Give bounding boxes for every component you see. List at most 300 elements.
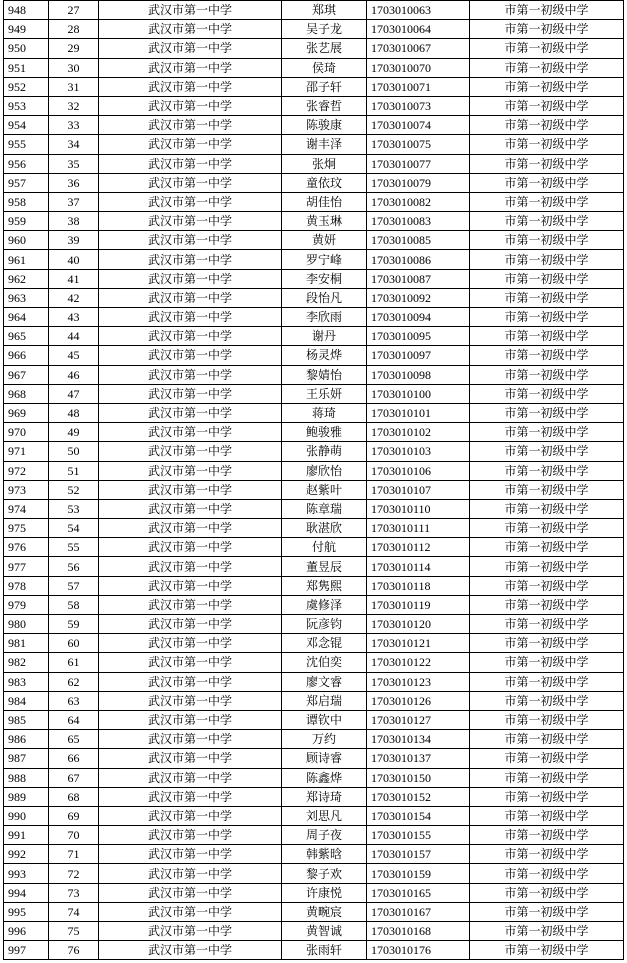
row-number-cell: 63 xyxy=(49,691,99,710)
student-id-cell: 1703010119 xyxy=(367,595,470,614)
category-cell: 市第一初级中学 xyxy=(470,212,624,231)
school-cell: 武汉市第一中学 xyxy=(99,346,282,365)
student-name-cell: 郑琪 xyxy=(282,1,367,20)
school-cell: 武汉市第一中学 xyxy=(99,691,282,710)
student-name-cell: 张睿哲 xyxy=(282,96,367,115)
school-cell: 武汉市第一中学 xyxy=(99,615,282,634)
student-id-cell: 1703010154 xyxy=(367,806,470,825)
row-number-cell: 55 xyxy=(49,538,99,557)
school-cell: 武汉市第一中学 xyxy=(99,269,282,288)
table-row xyxy=(4,308,624,327)
student-name-cell: 黎子欢 xyxy=(282,864,367,883)
student-id-cell: 1703010102 xyxy=(367,423,470,442)
table-row xyxy=(4,883,624,902)
row-seq-cell: 954 xyxy=(4,116,49,135)
student-id-cell: 1703010176 xyxy=(367,941,470,960)
row-number-cell: 75 xyxy=(49,922,99,941)
category-cell: 市第一初级中学 xyxy=(470,116,624,135)
student-name-cell: 万约 xyxy=(282,730,367,749)
row-seq-cell: 949 xyxy=(4,20,49,39)
student-name-cell: 杨灵烨 xyxy=(282,346,367,365)
student-id-cell: 1703010168 xyxy=(367,922,470,941)
category-cell: 市第一初级中学 xyxy=(470,806,624,825)
category-cell: 市第一初级中学 xyxy=(470,519,624,538)
row-number-cell: 39 xyxy=(49,231,99,250)
row-number-cell: 49 xyxy=(49,423,99,442)
table-row xyxy=(4,902,624,921)
table-row xyxy=(4,941,624,960)
school-cell: 武汉市第一中学 xyxy=(99,39,282,58)
row-number-cell: 46 xyxy=(49,365,99,384)
table-row xyxy=(4,480,624,499)
school-cell: 武汉市第一中学 xyxy=(99,365,282,384)
row-seq-cell: 982 xyxy=(4,653,49,672)
school-cell: 武汉市第一中学 xyxy=(99,730,282,749)
row-number-cell: 69 xyxy=(49,806,99,825)
row-number-cell: 67 xyxy=(49,768,99,787)
category-cell: 市第一初级中学 xyxy=(470,480,624,499)
category-cell: 市第一初级中学 xyxy=(470,384,624,403)
row-number-cell: 58 xyxy=(49,595,99,614)
category-cell: 市第一初级中学 xyxy=(470,672,624,691)
school-cell: 武汉市第一中学 xyxy=(99,538,282,557)
category-cell: 市第一初级中学 xyxy=(470,154,624,173)
student-id-cell: 1703010137 xyxy=(367,749,470,768)
row-number-cell: 56 xyxy=(49,557,99,576)
category-cell: 市第一初级中学 xyxy=(470,58,624,77)
student-name-cell: 王乐妍 xyxy=(282,384,367,403)
student-name-cell: 虞修泽 xyxy=(282,595,367,614)
student-id-cell: 1703010152 xyxy=(367,787,470,806)
student-id-cell: 1703010114 xyxy=(367,557,470,576)
table-row xyxy=(4,499,624,518)
school-cell: 武汉市第一中学 xyxy=(99,883,282,902)
school-cell: 武汉市第一中学 xyxy=(99,154,282,173)
row-seq-cell: 951 xyxy=(4,58,49,77)
school-cell: 武汉市第一中学 xyxy=(99,461,282,480)
school-cell: 武汉市第一中学 xyxy=(99,845,282,864)
student-name-cell: 罗宁峰 xyxy=(282,250,367,269)
table-row xyxy=(4,845,624,864)
table-row xyxy=(4,749,624,768)
table-row xyxy=(4,39,624,58)
row-number-cell: 32 xyxy=(49,96,99,115)
category-cell: 市第一初级中学 xyxy=(470,423,624,442)
row-seq-cell: 960 xyxy=(4,231,49,250)
student-id-cell: 1703010086 xyxy=(367,250,470,269)
school-cell: 武汉市第一中学 xyxy=(99,864,282,883)
row-number-cell: 36 xyxy=(49,173,99,192)
student-id-cell: 1703010120 xyxy=(367,615,470,634)
student-id-cell: 1703010101 xyxy=(367,403,470,422)
table-row xyxy=(4,634,624,653)
student-id-cell: 1703010123 xyxy=(367,672,470,691)
category-cell: 市第一初级中学 xyxy=(470,615,624,634)
table-row xyxy=(4,806,624,825)
school-cell: 武汉市第一中学 xyxy=(99,768,282,787)
table-row xyxy=(4,710,624,729)
row-number-cell: 50 xyxy=(49,442,99,461)
row-number-cell: 53 xyxy=(49,499,99,518)
table-row xyxy=(4,20,624,39)
table-row xyxy=(4,615,624,634)
student-name-cell: 黄妍 xyxy=(282,231,367,250)
category-cell: 市第一初级中学 xyxy=(470,710,624,729)
school-cell: 武汉市第一中学 xyxy=(99,672,282,691)
category-cell: 市第一初级中学 xyxy=(470,653,624,672)
student-id-cell: 1703010126 xyxy=(367,691,470,710)
student-id-cell: 1703010107 xyxy=(367,480,470,499)
row-seq-cell: 955 xyxy=(4,135,49,154)
table-row xyxy=(4,557,624,576)
school-cell: 武汉市第一中学 xyxy=(99,173,282,192)
student-id-cell: 1703010150 xyxy=(367,768,470,787)
row-number-cell: 51 xyxy=(49,461,99,480)
student-name-cell: 黎婧怡 xyxy=(282,365,367,384)
table-row xyxy=(4,768,624,787)
student-id-cell: 1703010100 xyxy=(367,384,470,403)
student-id-cell: 1703010110 xyxy=(367,499,470,518)
student-id-cell: 1703010157 xyxy=(367,845,470,864)
category-cell: 市第一初级中学 xyxy=(470,327,624,346)
row-seq-cell: 975 xyxy=(4,519,49,538)
row-number-cell: 52 xyxy=(49,480,99,499)
student-id-cell: 1703010087 xyxy=(367,269,470,288)
category-cell: 市第一初级中学 xyxy=(470,77,624,96)
table-row xyxy=(4,96,624,115)
row-number-cell: 34 xyxy=(49,135,99,154)
table-row xyxy=(4,1,624,20)
student-name-cell: 阮彦钧 xyxy=(282,615,367,634)
row-seq-cell: 953 xyxy=(4,96,49,115)
category-cell: 市第一初级中学 xyxy=(470,864,624,883)
student-name-cell: 蒋琦 xyxy=(282,403,367,422)
table-row xyxy=(4,730,624,749)
school-cell: 武汉市第一中学 xyxy=(99,135,282,154)
student-id-cell: 1703010095 xyxy=(367,327,470,346)
school-cell: 武汉市第一中学 xyxy=(99,327,282,346)
row-number-cell: 61 xyxy=(49,653,99,672)
table-row xyxy=(4,519,624,538)
row-seq-cell: 997 xyxy=(4,941,49,960)
student-id-cell: 1703010070 xyxy=(367,58,470,77)
row-seq-cell: 959 xyxy=(4,212,49,231)
school-cell: 武汉市第一中学 xyxy=(99,96,282,115)
row-seq-cell: 971 xyxy=(4,442,49,461)
category-cell: 市第一初级中学 xyxy=(470,288,624,307)
table-row xyxy=(4,154,624,173)
school-cell: 武汉市第一中学 xyxy=(99,20,282,39)
row-seq-cell: 976 xyxy=(4,538,49,557)
row-number-cell: 70 xyxy=(49,826,99,845)
row-seq-cell: 973 xyxy=(4,480,49,499)
student-id-cell: 1703010127 xyxy=(367,710,470,729)
category-cell: 市第一初级中学 xyxy=(470,39,624,58)
student-id-cell: 1703010075 xyxy=(367,135,470,154)
category-cell: 市第一初级中学 xyxy=(470,308,624,327)
row-seq-cell: 965 xyxy=(4,327,49,346)
row-seq-cell: 996 xyxy=(4,922,49,941)
school-cell: 武汉市第一中学 xyxy=(99,116,282,135)
student-name-cell: 周子夜 xyxy=(282,826,367,845)
table-row xyxy=(4,135,624,154)
school-cell: 武汉市第一中学 xyxy=(99,384,282,403)
category-cell: 市第一初级中学 xyxy=(470,691,624,710)
student-name-cell: 许康悦 xyxy=(282,883,367,902)
category-cell: 市第一初级中学 xyxy=(470,231,624,250)
table-row xyxy=(4,77,624,96)
student-name-cell: 陈章瑞 xyxy=(282,499,367,518)
row-seq-cell: 981 xyxy=(4,634,49,653)
table-row xyxy=(4,403,624,422)
row-number-cell: 59 xyxy=(49,615,99,634)
category-cell: 市第一初级中学 xyxy=(470,442,624,461)
table-row xyxy=(4,346,624,365)
table-row xyxy=(4,116,624,135)
student-id-cell: 1703010083 xyxy=(367,212,470,231)
student-name-cell: 谢丹 xyxy=(282,327,367,346)
category-cell: 市第一初级中学 xyxy=(470,845,624,864)
row-number-cell: 72 xyxy=(49,864,99,883)
row-number-cell: 40 xyxy=(49,250,99,269)
row-seq-cell: 988 xyxy=(4,768,49,787)
table-row xyxy=(4,365,624,384)
table-row xyxy=(4,212,624,231)
table-row xyxy=(4,653,624,672)
school-cell: 武汉市第一中学 xyxy=(99,806,282,825)
student-name-cell: 胡佳怡 xyxy=(282,192,367,211)
row-number-cell: 71 xyxy=(49,845,99,864)
row-number-cell: 74 xyxy=(49,902,99,921)
school-cell: 武汉市第一中学 xyxy=(99,231,282,250)
student-id-cell: 1703010121 xyxy=(367,634,470,653)
spreadsheet-table-container xyxy=(3,0,624,960)
student-id-cell: 1703010064 xyxy=(367,20,470,39)
category-cell: 市第一初级中学 xyxy=(470,96,624,115)
student-name-cell: 谢丰泽 xyxy=(282,135,367,154)
row-number-cell: 48 xyxy=(49,403,99,422)
student-id-cell: 1703010077 xyxy=(367,154,470,173)
student-id-cell: 1703010074 xyxy=(367,116,470,135)
school-cell: 武汉市第一中学 xyxy=(99,710,282,729)
row-number-cell: 44 xyxy=(49,327,99,346)
student-name-cell: 韩紫晗 xyxy=(282,845,367,864)
table-row xyxy=(4,922,624,941)
student-id-cell: 1703010134 xyxy=(367,730,470,749)
category-cell: 市第一初级中学 xyxy=(470,269,624,288)
category-cell: 市第一初级中学 xyxy=(470,922,624,941)
school-cell: 武汉市第一中学 xyxy=(99,595,282,614)
student-name-cell: 廖文睿 xyxy=(282,672,367,691)
row-number-cell: 64 xyxy=(49,710,99,729)
table-row xyxy=(4,58,624,77)
table-row xyxy=(4,826,624,845)
row-seq-cell: 977 xyxy=(4,557,49,576)
student-id-cell: 1703010071 xyxy=(367,77,470,96)
student-name-cell: 鲍骏雅 xyxy=(282,423,367,442)
school-cell: 武汉市第一中学 xyxy=(99,826,282,845)
row-seq-cell: 967 xyxy=(4,365,49,384)
school-cell: 武汉市第一中学 xyxy=(99,403,282,422)
student-name-cell: 张静萌 xyxy=(282,442,367,461)
student-name-cell: 廖欣怡 xyxy=(282,461,367,480)
student-name-cell: 李欣雨 xyxy=(282,308,367,327)
row-number-cell: 60 xyxy=(49,634,99,653)
row-number-cell: 57 xyxy=(49,576,99,595)
row-seq-cell: 978 xyxy=(4,576,49,595)
student-name-cell: 谭钦中 xyxy=(282,710,367,729)
row-seq-cell: 993 xyxy=(4,864,49,883)
row-seq-cell: 961 xyxy=(4,250,49,269)
table-row xyxy=(4,269,624,288)
student-id-cell: 1703010165 xyxy=(367,883,470,902)
student-id-cell: 1703010111 xyxy=(367,519,470,538)
school-cell: 武汉市第一中学 xyxy=(99,442,282,461)
row-seq-cell: 956 xyxy=(4,154,49,173)
student-name-cell: 吴子龙 xyxy=(282,20,367,39)
row-seq-cell: 952 xyxy=(4,77,49,96)
category-cell: 市第一初级中学 xyxy=(470,941,624,960)
row-seq-cell: 987 xyxy=(4,749,49,768)
row-seq-cell: 983 xyxy=(4,672,49,691)
row-number-cell: 54 xyxy=(49,519,99,538)
table-row xyxy=(4,864,624,883)
student-id-cell: 1703010067 xyxy=(367,39,470,58)
student-id-cell: 1703010106 xyxy=(367,461,470,480)
category-cell: 市第一初级中学 xyxy=(470,576,624,595)
school-cell: 武汉市第一中学 xyxy=(99,634,282,653)
student-id-cell: 1703010063 xyxy=(367,1,470,20)
row-seq-cell: 990 xyxy=(4,806,49,825)
category-cell: 市第一初级中学 xyxy=(470,749,624,768)
row-number-cell: 35 xyxy=(49,154,99,173)
row-number-cell: 42 xyxy=(49,288,99,307)
school-cell: 武汉市第一中学 xyxy=(99,499,282,518)
table-body xyxy=(4,1,624,960)
student-name-cell: 郑隽熙 xyxy=(282,576,367,595)
row-number-cell: 33 xyxy=(49,116,99,135)
row-seq-cell: 948 xyxy=(4,1,49,20)
school-cell: 武汉市第一中学 xyxy=(99,250,282,269)
student-id-cell: 1703010085 xyxy=(367,231,470,250)
row-seq-cell: 969 xyxy=(4,403,49,422)
school-cell: 武汉市第一中学 xyxy=(99,1,282,20)
student-name-cell: 刘思凡 xyxy=(282,806,367,825)
student-name-cell: 赵紫叶 xyxy=(282,480,367,499)
student-id-cell: 1703010073 xyxy=(367,96,470,115)
student-id-cell: 1703010094 xyxy=(367,308,470,327)
student-id-cell: 1703010079 xyxy=(367,173,470,192)
row-number-cell: 31 xyxy=(49,77,99,96)
student-roster-table xyxy=(3,0,624,960)
row-number-cell: 43 xyxy=(49,308,99,327)
student-name-cell: 张炯 xyxy=(282,154,367,173)
category-cell: 市第一初级中学 xyxy=(470,902,624,921)
table-row xyxy=(4,691,624,710)
row-number-cell: 62 xyxy=(49,672,99,691)
student-name-cell: 陈鑫烨 xyxy=(282,768,367,787)
category-cell: 市第一初级中学 xyxy=(470,250,624,269)
category-cell: 市第一初级中学 xyxy=(470,634,624,653)
table-row xyxy=(4,384,624,403)
school-cell: 武汉市第一中学 xyxy=(99,576,282,595)
row-seq-cell: 989 xyxy=(4,787,49,806)
student-name-cell: 邓念锟 xyxy=(282,634,367,653)
row-number-cell: 65 xyxy=(49,730,99,749)
category-cell: 市第一初级中学 xyxy=(470,826,624,845)
school-cell: 武汉市第一中学 xyxy=(99,288,282,307)
row-number-cell: 28 xyxy=(49,20,99,39)
school-cell: 武汉市第一中学 xyxy=(99,653,282,672)
row-seq-cell: 963 xyxy=(4,288,49,307)
student-name-cell: 陈骏康 xyxy=(282,116,367,135)
student-id-cell: 1703010103 xyxy=(367,442,470,461)
school-cell: 武汉市第一中学 xyxy=(99,941,282,960)
student-id-cell: 1703010159 xyxy=(367,864,470,883)
student-id-cell: 1703010092 xyxy=(367,288,470,307)
table-row xyxy=(4,672,624,691)
table-row xyxy=(4,231,624,250)
row-seq-cell: 985 xyxy=(4,710,49,729)
student-name-cell: 童依玟 xyxy=(282,173,367,192)
student-name-cell: 李安桐 xyxy=(282,269,367,288)
school-cell: 武汉市第一中学 xyxy=(99,902,282,921)
category-cell: 市第一初级中学 xyxy=(470,595,624,614)
category-cell: 市第一初级中学 xyxy=(470,538,624,557)
school-cell: 武汉市第一中学 xyxy=(99,192,282,211)
student-id-cell: 1703010082 xyxy=(367,192,470,211)
category-cell: 市第一初级中学 xyxy=(470,768,624,787)
student-name-cell: 郑启瑞 xyxy=(282,691,367,710)
table-row xyxy=(4,461,624,480)
school-cell: 武汉市第一中学 xyxy=(99,77,282,96)
row-seq-cell: 964 xyxy=(4,308,49,327)
category-cell: 市第一初级中学 xyxy=(470,346,624,365)
table-row xyxy=(4,192,624,211)
category-cell: 市第一初级中学 xyxy=(470,557,624,576)
category-cell: 市第一初级中学 xyxy=(470,787,624,806)
row-seq-cell: 972 xyxy=(4,461,49,480)
category-cell: 市第一初级中学 xyxy=(470,883,624,902)
row-seq-cell: 957 xyxy=(4,173,49,192)
table-row xyxy=(4,595,624,614)
category-cell: 市第一初级中学 xyxy=(470,1,624,20)
table-row xyxy=(4,327,624,346)
student-name-cell: 邵子轩 xyxy=(282,77,367,96)
row-number-cell: 37 xyxy=(49,192,99,211)
category-cell: 市第一初级中学 xyxy=(470,135,624,154)
school-cell: 武汉市第一中学 xyxy=(99,557,282,576)
row-seq-cell: 974 xyxy=(4,499,49,518)
row-number-cell: 47 xyxy=(49,384,99,403)
student-id-cell: 1703010112 xyxy=(367,538,470,557)
student-name-cell: 黄畹宸 xyxy=(282,902,367,921)
student-id-cell: 1703010155 xyxy=(367,826,470,845)
row-seq-cell: 995 xyxy=(4,902,49,921)
row-number-cell: 45 xyxy=(49,346,99,365)
row-seq-cell: 950 xyxy=(4,39,49,58)
school-cell: 武汉市第一中学 xyxy=(99,922,282,941)
row-seq-cell: 958 xyxy=(4,192,49,211)
student-name-cell: 侯琦 xyxy=(282,58,367,77)
school-cell: 武汉市第一中学 xyxy=(99,749,282,768)
category-cell: 市第一初级中学 xyxy=(470,20,624,39)
table-row xyxy=(4,288,624,307)
student-name-cell: 耿湛欣 xyxy=(282,519,367,538)
student-name-cell: 付航 xyxy=(282,538,367,557)
school-cell: 武汉市第一中学 xyxy=(99,480,282,499)
school-cell: 武汉市第一中学 xyxy=(99,787,282,806)
